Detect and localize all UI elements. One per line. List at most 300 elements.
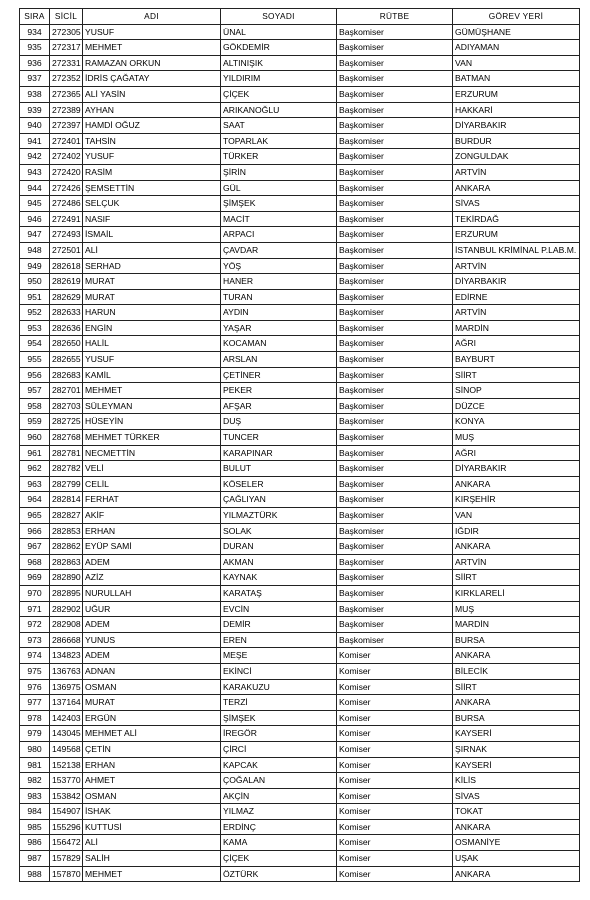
cell-adi: ŞEMSETTİN (83, 180, 221, 196)
cell-gorev-yeri: SİİRT (453, 570, 580, 586)
cell-sicil: 282895 (50, 585, 83, 601)
cell-rutbe: Komiser (337, 804, 453, 820)
cell-adi: NURULLAH (83, 585, 221, 601)
cell-soyadi: KAPCAK (221, 757, 337, 773)
cell-rutbe: Komiser (337, 679, 453, 695)
cell-rutbe: Başkomiser (337, 632, 453, 648)
cell-soyadi: YAŞAR (221, 320, 337, 336)
cell-adi: SALİH (83, 851, 221, 867)
cell-soyadi: PEKER (221, 383, 337, 399)
table-row (20, 164, 580, 180)
cell-rutbe: Başkomiser (337, 40, 453, 56)
cell-soyadi: YÖŞ (221, 258, 337, 274)
cell-sira: 971 (20, 601, 50, 617)
cell-adi: MURAT (83, 695, 221, 711)
table-row (20, 851, 580, 867)
cell-rutbe: Komiser (337, 710, 453, 726)
cell-soyadi: HANER (221, 274, 337, 290)
cell-sira: 936 (20, 55, 50, 71)
header-adi: ADI (83, 9, 221, 25)
cell-soyadi: ARPACI (221, 227, 337, 243)
cell-adi: EYÜP SAMİ (83, 539, 221, 555)
cell-sicil: 282633 (50, 305, 83, 321)
cell-adi: İSHAK (83, 804, 221, 820)
cell-sicil: 134823 (50, 648, 83, 664)
cell-sira: 978 (20, 710, 50, 726)
cell-sira: 964 (20, 492, 50, 508)
cell-soyadi: ÖZTÜRK (221, 866, 337, 882)
cell-rutbe: Başkomiser (337, 71, 453, 87)
cell-soyadi: AKÇİN (221, 788, 337, 804)
cell-gorev-yeri: VAN (453, 508, 580, 524)
cell-sicil: 136763 (50, 663, 83, 679)
cell-gorev-yeri: ADIYAMAN (453, 40, 580, 56)
cell-sicil: 282701 (50, 383, 83, 399)
table-row (20, 40, 580, 56)
cell-soyadi: DURAN (221, 539, 337, 555)
cell-sira: 939 (20, 102, 50, 118)
table-row (20, 461, 580, 477)
cell-gorev-yeri: ŞIRNAK (453, 741, 580, 757)
cell-sicil: 282725 (50, 414, 83, 430)
table-row (20, 508, 580, 524)
cell-adi: MEHMET (83, 383, 221, 399)
cell-adi: OSMAN (83, 679, 221, 695)
cell-sira: 984 (20, 804, 50, 820)
cell-soyadi: MEŞE (221, 648, 337, 664)
cell-adi: VELİ (83, 461, 221, 477)
cell-sicil: 272389 (50, 102, 83, 118)
cell-sira: 980 (20, 741, 50, 757)
table-row (20, 24, 580, 40)
table-row (20, 539, 580, 555)
cell-gorev-yeri: MARDİN (453, 320, 580, 336)
cell-gorev-yeri: DİYARBAKIR (453, 461, 580, 477)
cell-sicil: 142403 (50, 710, 83, 726)
cell-rutbe: Başkomiser (337, 539, 453, 555)
cell-sira: 975 (20, 663, 50, 679)
cell-soyadi: TUNCER (221, 430, 337, 446)
table-row (20, 320, 580, 336)
cell-sicil: 272493 (50, 227, 83, 243)
cell-soyadi: ARIKANOĞLU (221, 102, 337, 118)
cell-sicil: 282768 (50, 430, 83, 446)
cell-adi: ADEM (83, 648, 221, 664)
table-row (20, 554, 580, 570)
cell-sira: 963 (20, 476, 50, 492)
cell-adi: NECMETTİN (83, 445, 221, 461)
cell-soyadi: TÜRKER (221, 149, 337, 165)
cell-sicil: 272317 (50, 40, 83, 56)
cell-gorev-yeri: AĞRI (453, 336, 580, 352)
cell-soyadi: ŞİMŞEK (221, 196, 337, 212)
cell-gorev-yeri: SİVAS (453, 196, 580, 212)
table-row (20, 289, 580, 305)
table-row (20, 133, 580, 149)
cell-adi: İSMAİL (83, 227, 221, 243)
cell-sicil: 157870 (50, 866, 83, 882)
cell-sira: 960 (20, 430, 50, 446)
cell-adi: AZİZ (83, 570, 221, 586)
cell-adi: KUTTUSİ (83, 819, 221, 835)
cell-soyadi: BULUT (221, 461, 337, 477)
cell-gorev-yeri: ANKARA (453, 866, 580, 882)
cell-adi: ÇETİN (83, 741, 221, 757)
cell-rutbe: Başkomiser (337, 461, 453, 477)
cell-sicil: 282619 (50, 274, 83, 290)
cell-soyadi: ÇOĞALAN (221, 773, 337, 789)
cell-gorev-yeri: MUŞ (453, 430, 580, 446)
cell-rutbe: Başkomiser (337, 55, 453, 71)
cell-rutbe: Başkomiser (337, 320, 453, 336)
cell-sira: 961 (20, 445, 50, 461)
table-row (20, 430, 580, 446)
table-row (20, 492, 580, 508)
cell-rutbe: Başkomiser (337, 508, 453, 524)
cell-sicil: 282782 (50, 461, 83, 477)
cell-adi: HALİL (83, 336, 221, 352)
cell-adi: OSMAN (83, 788, 221, 804)
cell-soyadi: KARAPINAR (221, 445, 337, 461)
cell-sira: 974 (20, 648, 50, 664)
table-row (20, 710, 580, 726)
cell-rutbe: Başkomiser (337, 227, 453, 243)
cell-sira: 942 (20, 149, 50, 165)
cell-adi: FERHAT (83, 492, 221, 508)
cell-rutbe: Başkomiser (337, 118, 453, 134)
cell-soyadi: ARSLAN (221, 352, 337, 368)
cell-sicil: 272426 (50, 180, 83, 196)
cell-sira: 962 (20, 461, 50, 477)
cell-soyadi: AKMAN (221, 554, 337, 570)
cell-soyadi: YILMAZTÜRK (221, 508, 337, 524)
cell-sicil: 282908 (50, 617, 83, 633)
cell-sira: 941 (20, 133, 50, 149)
cell-adi: MEHMET (83, 866, 221, 882)
cell-sicil: 286668 (50, 632, 83, 648)
table-row (20, 86, 580, 102)
cell-sicil: 152138 (50, 757, 83, 773)
cell-sira: 967 (20, 539, 50, 555)
cell-sicil: 282799 (50, 476, 83, 492)
cell-sicil: 153770 (50, 773, 83, 789)
cell-gorev-yeri: BİLECİK (453, 663, 580, 679)
cell-rutbe: Komiser (337, 695, 453, 711)
cell-sira: 953 (20, 320, 50, 336)
cell-rutbe: Başkomiser (337, 492, 453, 508)
cell-rutbe: Başkomiser (337, 24, 453, 40)
cell-sicil: 272331 (50, 55, 83, 71)
cell-gorev-yeri: BATMAN (453, 71, 580, 87)
cell-rutbe: Komiser (337, 648, 453, 664)
cell-rutbe: Komiser (337, 663, 453, 679)
cell-sira: 937 (20, 71, 50, 87)
cell-sira: 948 (20, 242, 50, 258)
cell-sicil: 282650 (50, 336, 83, 352)
cell-sira: 938 (20, 86, 50, 102)
table-row (20, 648, 580, 664)
cell-sicil: 282655 (50, 352, 83, 368)
header-gorev-yeri: GÖREV YERİ (453, 9, 580, 25)
table-row (20, 180, 580, 196)
cell-adi: SERHAD (83, 258, 221, 274)
cell-gorev-yeri: MARDİN (453, 617, 580, 633)
cell-rutbe: Komiser (337, 835, 453, 851)
cell-soyadi: İREGÖR (221, 726, 337, 742)
cell-sicil: 136975 (50, 679, 83, 695)
cell-adi: SÜLEYMAN (83, 398, 221, 414)
cell-gorev-yeri: BAYBURT (453, 352, 580, 368)
cell-soyadi: KARATAŞ (221, 585, 337, 601)
cell-adi: ADEM (83, 617, 221, 633)
cell-gorev-yeri: ERZURUM (453, 227, 580, 243)
cell-rutbe: Başkomiser (337, 476, 453, 492)
cell-rutbe: Başkomiser (337, 383, 453, 399)
cell-gorev-yeri: EDİRNE (453, 289, 580, 305)
cell-gorev-yeri: KİLİS (453, 773, 580, 789)
cell-soyadi: AFŞAR (221, 398, 337, 414)
table-row (20, 196, 580, 212)
cell-gorev-yeri: VAN (453, 55, 580, 71)
table-row (20, 835, 580, 851)
table-row (20, 570, 580, 586)
cell-rutbe: Komiser (337, 773, 453, 789)
cell-soyadi: SOLAK (221, 523, 337, 539)
cell-sicil: 149568 (50, 741, 83, 757)
cell-gorev-yeri: DİYARBAKIR (453, 118, 580, 134)
cell-adi: NASIF (83, 211, 221, 227)
cell-soyadi: KAMA (221, 835, 337, 851)
cell-sicil: 282863 (50, 554, 83, 570)
cell-sicil: 272352 (50, 71, 83, 87)
table-row (20, 336, 580, 352)
cell-gorev-yeri: UŞAK (453, 851, 580, 867)
cell-adi: HAMDİ OĞUZ (83, 118, 221, 134)
cell-adi: YUSUF (83, 24, 221, 40)
cell-soyadi: EREN (221, 632, 337, 648)
cell-sira: 935 (20, 40, 50, 56)
cell-sira: 987 (20, 851, 50, 867)
cell-sira: 954 (20, 336, 50, 352)
cell-adi: RASİM (83, 164, 221, 180)
cell-adi: RAMAZAN ORKUN (83, 55, 221, 71)
cell-sira: 976 (20, 679, 50, 695)
cell-soyadi: ÇAVDAR (221, 242, 337, 258)
cell-gorev-yeri: TEKİRDAĞ (453, 211, 580, 227)
cell-rutbe: Başkomiser (337, 242, 453, 258)
cell-rutbe: Başkomiser (337, 274, 453, 290)
table-row (20, 367, 580, 383)
table-row (20, 695, 580, 711)
cell-gorev-yeri: ANKARA (453, 476, 580, 492)
cell-soyadi: SAAT (221, 118, 337, 134)
header-soyadi: SOYADI (221, 9, 337, 25)
cell-soyadi: ERDİNÇ (221, 819, 337, 835)
cell-sicil: 272365 (50, 86, 83, 102)
table-row (20, 585, 580, 601)
cell-adi: ERGÜN (83, 710, 221, 726)
cell-rutbe: Başkomiser (337, 367, 453, 383)
cell-gorev-yeri: BURSA (453, 710, 580, 726)
cell-sira: 981 (20, 757, 50, 773)
cell-rutbe: Başkomiser (337, 523, 453, 539)
cell-adi: ERHAN (83, 757, 221, 773)
table-row (20, 523, 580, 539)
cell-rutbe: Başkomiser (337, 86, 453, 102)
cell-gorev-yeri: IĞDIR (453, 523, 580, 539)
table-row (20, 71, 580, 87)
cell-soyadi: ÇİÇEK (221, 86, 337, 102)
cell-sira: 949 (20, 258, 50, 274)
cell-sicil: 272486 (50, 196, 83, 212)
cell-sira: 959 (20, 414, 50, 430)
cell-sira: 972 (20, 617, 50, 633)
cell-gorev-yeri: ERZURUM (453, 86, 580, 102)
cell-gorev-yeri: HAKKARİ (453, 102, 580, 118)
cell-sicil: 282814 (50, 492, 83, 508)
cell-gorev-yeri: ANKARA (453, 539, 580, 555)
cell-rutbe: Komiser (337, 788, 453, 804)
cell-adi: ALİ (83, 835, 221, 851)
cell-adi: ADNAN (83, 663, 221, 679)
cell-sira: 977 (20, 695, 50, 711)
cell-rutbe: Başkomiser (337, 585, 453, 601)
cell-sicil: 272401 (50, 133, 83, 149)
cell-soyadi: ALTINIŞIK (221, 55, 337, 71)
cell-rutbe: Başkomiser (337, 414, 453, 430)
cell-sira: 950 (20, 274, 50, 290)
cell-sira: 934 (20, 24, 50, 40)
cell-rutbe: Başkomiser (337, 430, 453, 446)
cell-sira: 946 (20, 211, 50, 227)
cell-sira: 985 (20, 819, 50, 835)
cell-sicil: 282902 (50, 601, 83, 617)
table-row (20, 274, 580, 290)
table-row (20, 601, 580, 617)
cell-sicil: 282781 (50, 445, 83, 461)
cell-soyadi: ÜNAL (221, 24, 337, 40)
cell-sira: 982 (20, 773, 50, 789)
cell-sicil: 155296 (50, 819, 83, 835)
cell-soyadi: KARAKUZU (221, 679, 337, 695)
document-page (19, 8, 580, 882)
cell-sira: 943 (20, 164, 50, 180)
table-row (20, 227, 580, 243)
cell-soyadi: ÇİÇEK (221, 851, 337, 867)
table-row (20, 383, 580, 399)
cell-rutbe: Başkomiser (337, 601, 453, 617)
table-row (20, 55, 580, 71)
table-row (20, 211, 580, 227)
table-header (20, 9, 580, 25)
cell-soyadi: TERZİ (221, 695, 337, 711)
cell-sicil: 272420 (50, 164, 83, 180)
cell-gorev-yeri: SİİRT (453, 367, 580, 383)
cell-adi: AYHAN (83, 102, 221, 118)
cell-soyadi: DUŞ (221, 414, 337, 430)
cell-sira: 970 (20, 585, 50, 601)
cell-rutbe: Başkomiser (337, 133, 453, 149)
table-row (20, 414, 580, 430)
cell-gorev-yeri: ZONGULDAK (453, 149, 580, 165)
cell-rutbe: Başkomiser (337, 258, 453, 274)
cell-adi: TAHSİN (83, 133, 221, 149)
cell-rutbe: Başkomiser (337, 554, 453, 570)
table-row (20, 352, 580, 368)
cell-sicil: 137164 (50, 695, 83, 711)
cell-gorev-yeri: ANKARA (453, 648, 580, 664)
cell-rutbe: Komiser (337, 741, 453, 757)
cell-sicil: 157829 (50, 851, 83, 867)
cell-soyadi: DEMİR (221, 617, 337, 633)
cell-sira: 988 (20, 866, 50, 882)
cell-sicil: 282629 (50, 289, 83, 305)
cell-rutbe: Başkomiser (337, 445, 453, 461)
cell-rutbe: Komiser (337, 726, 453, 742)
header-sicil: SİCİL (50, 9, 83, 25)
cell-sicil: 282703 (50, 398, 83, 414)
cell-adi: İDRİS ÇAĞATAY (83, 71, 221, 87)
table-row (20, 242, 580, 258)
cell-sicil: 272501 (50, 242, 83, 258)
cell-rutbe: Başkomiser (337, 570, 453, 586)
header-rutbe: RÜTBE (337, 9, 453, 25)
cell-rutbe: Başkomiser (337, 149, 453, 165)
table-row (20, 445, 580, 461)
cell-sicil: 282618 (50, 258, 83, 274)
cell-soyadi: YILMAZ (221, 804, 337, 820)
cell-sicil: 282683 (50, 367, 83, 383)
cell-sira: 979 (20, 726, 50, 742)
cell-sicil: 272397 (50, 118, 83, 134)
table-row (20, 757, 580, 773)
cell-rutbe: Başkomiser (337, 196, 453, 212)
cell-soyadi: ŞİRİN (221, 164, 337, 180)
cell-rutbe: Başkomiser (337, 398, 453, 414)
cell-soyadi: KAYNAK (221, 570, 337, 586)
cell-sira: 983 (20, 788, 50, 804)
cell-sira: 957 (20, 383, 50, 399)
cell-sicil: 282862 (50, 539, 83, 555)
table-row (20, 149, 580, 165)
cell-adi: MEHMET ALİ (83, 726, 221, 742)
cell-sicil: 153842 (50, 788, 83, 804)
cell-adi: AKİF (83, 508, 221, 524)
cell-sira: 952 (20, 305, 50, 321)
cell-adi: YUNUS (83, 632, 221, 648)
cell-soyadi: MACİT (221, 211, 337, 227)
cell-sira: 955 (20, 352, 50, 368)
cell-sira: 951 (20, 289, 50, 305)
cell-adi: YUSUF (83, 149, 221, 165)
cell-rutbe: Başkomiser (337, 164, 453, 180)
cell-gorev-yeri: SİNOP (453, 383, 580, 399)
cell-sira: 969 (20, 570, 50, 586)
cell-soyadi: ŞİMŞEK (221, 710, 337, 726)
table-body (20, 24, 580, 882)
cell-rutbe: Başkomiser (337, 102, 453, 118)
cell-sira: 956 (20, 367, 50, 383)
table-row (20, 305, 580, 321)
cell-rutbe: Başkomiser (337, 211, 453, 227)
cell-adi: MEHMET TÜRKER (83, 430, 221, 446)
cell-adi: CELİL (83, 476, 221, 492)
header-row (20, 9, 580, 25)
cell-gorev-yeri: KONYA (453, 414, 580, 430)
table-row (20, 804, 580, 820)
cell-rutbe: Başkomiser (337, 617, 453, 633)
cell-sira: 944 (20, 180, 50, 196)
